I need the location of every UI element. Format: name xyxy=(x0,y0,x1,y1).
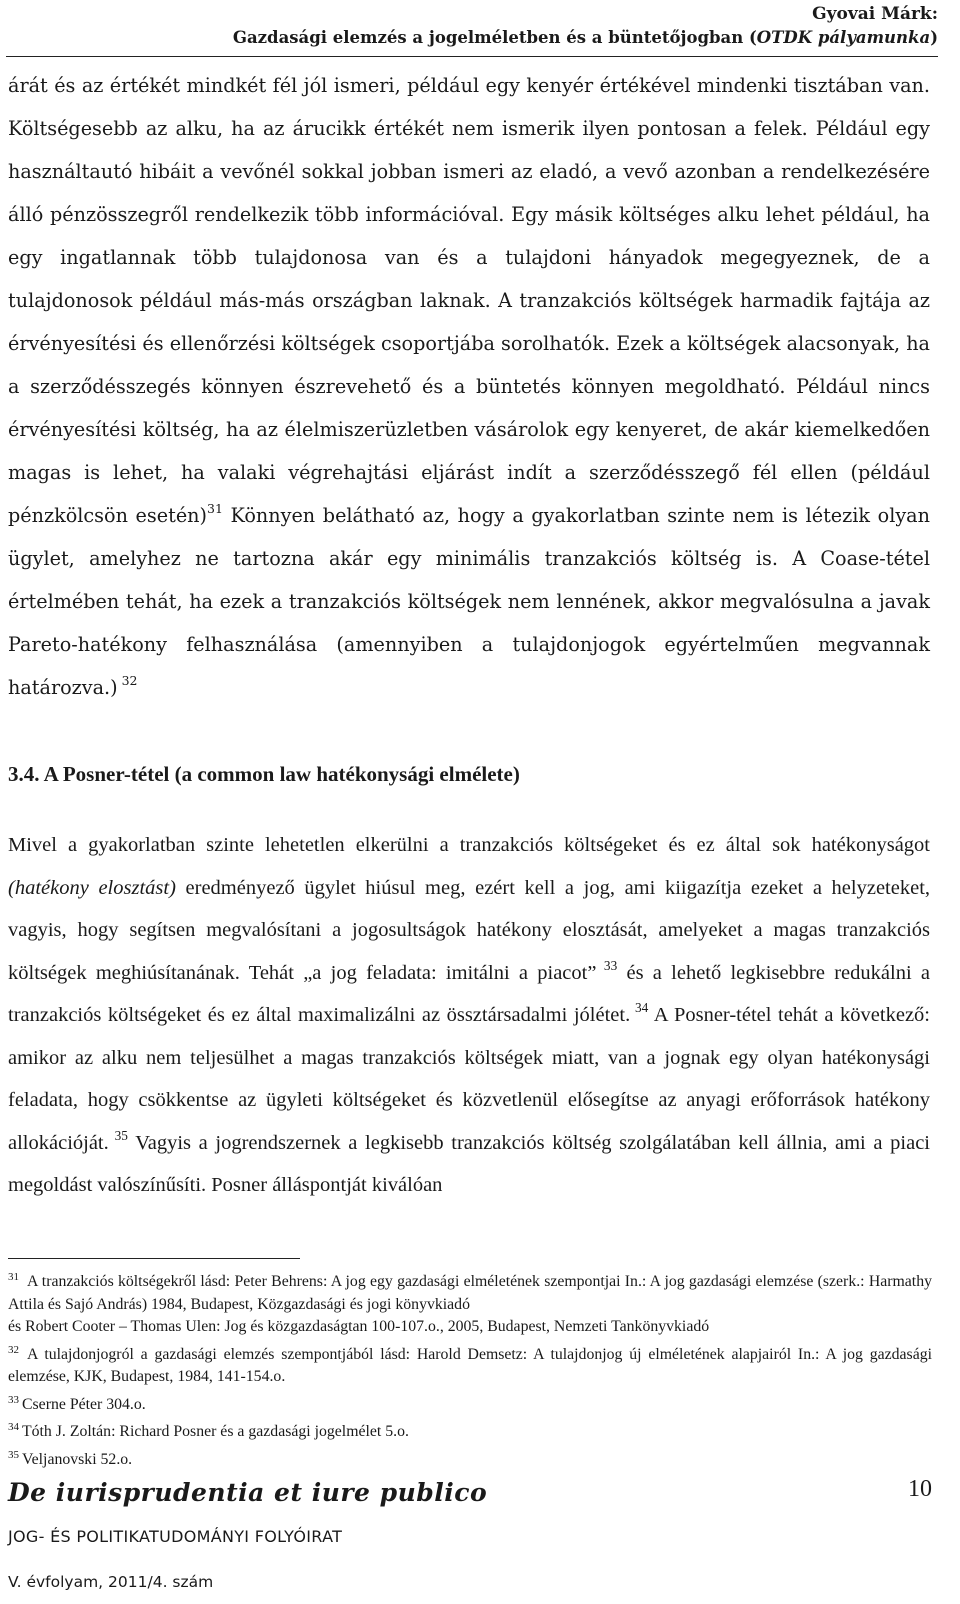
body-paragraph-1: árát és az értékét mindkét fél jól ismeri, például egy kenyér értékével mindenki tisztában van. Költségesebb az alku, ha az árucikk értékét nem ismerik ilyen pontosan a felek. Például egy használtautó hibáit a vevőnél sokkal jobban ismeri az eladó, a vevő azonban a rendelkezésére álló pénzösszegről rendelkezik több információval. Egy másik költséges alku lehet például, ha egy ingatlannak több tulajdonosa van és a tulajdoni hányadok megegyeznek, de a tulajdonosok például más-más országban laknak. A tranzakciós költségek harmadik fajtája az érvényesítési és ellenőrzési költségek csoportjába sorolhatók. Ezek a költségek alacsonyak, ha a szerződésszegés könnyen észrevehető és a büntetés könnyen megoldható. Például nincs érvényesítési költség, ha az élelmiszerüzletben vásárolok egy kenyeret, de akár kiemelkedően magas is lehet, ha valaki végrehajtási eljárást indít a szerződésszegő fél ellen (például pénzkölcsön esetén)$^{31}$ Könnyen belátható az, hogy a gyakorlatban szinte nem is létezik olyan ügylet, amelyhez ne tartozna akár egy minimális tranzakciós költség is. A Coase-tétel értelmében tehát, ha ezek a tranzakciós költségek nem lennének, akkor megvalósulna a javak Pareto-hatékony felhasználása (amennyiben a tulajdonjogok egyértelműen megvannak határozva.) $^{32}$ xyxy=(8,74,930,699)
journal-name: JOG- ÉS POLITIKATUDOMÁNYI FOLYÓIRAT xyxy=(8,1527,343,1546)
footnotes xyxy=(8,1266,932,1471)
header-thesis-title: Gazdasági elemzés a jogelméletben és a büntetőjogban (OTDK pályamunka) xyxy=(232,28,938,47)
journal-volume: V. évfolyam, 2011/4. szám xyxy=(8,1573,214,1591)
footnote-ref-35[interactable]: 35 xyxy=(108,1127,128,1143)
page-number: 10 xyxy=(908,1476,932,1502)
footnote-divider xyxy=(8,1258,300,1259)
header-author: Gyovai Márk: xyxy=(812,4,938,24)
footnote-31-continued: és Robert Cooter – Thomas Ulen: Jog és közgazdaságtan 100-107.o., 2005, Budapest, Nemzeti Tankönyvkiadó xyxy=(8,1318,710,1335)
footnote-34: $^{34}$ Tóth J. Zoltán: Richard Posner és a gazdasági jogelmélet 5.o. xyxy=(8,1421,409,1440)
page-header xyxy=(233,2,938,50)
footnote-ref-31[interactable]: 31 xyxy=(207,501,223,516)
section-heading: 3.4. A Posner-tétel (a common law hatékonysági elmélete) xyxy=(8,762,520,786)
journal-logo-title: De iurisprudentia et iure publico xyxy=(8,1478,488,1507)
footnote-ref-34[interactable]: 34 xyxy=(630,1000,649,1015)
footnote-ref-33[interactable]: 33 xyxy=(596,957,618,973)
footnote-32: $^{32}$ A tulajdonjogról a gazdasági elemzés szempontjából lásd: Harold Demsetz: A tulajdonjog új elméletének alapjairól In.: A jog gazdasági elemzése, KJK, Budapest, 1984, 141-154.o. xyxy=(8,1343,932,1385)
body-paragraph-2: Mivel a gyakorlatban szinte lehetetlen elkerülni a tranzakciós költségeket és ez által sok hatékonyságot (hatékony elosztást) eredményező ügylet hiúsul meg, ezért kell a jog, ami kiigazítja ezeket a helyzeteket, vagyis, hogy segítsen megvalósítani a jogosultságok hatékony elosztását, amelyeket a magas tranzakciós költségek meghiúsítanának. Tehát „a jog feladata: imitálni a piacot” $^{33}$ és a lehető legkisebbre redukálni a tranzakciós költségeket és ez által maximalizálni az össztársadalmi jólétet. $^{34}$ A Posner-tétel tehát a következő: amikor az alku nem teljesülhet a magas tranzakciós költségek miatt, van a jognak egy olyan hatékonysági feladata, hogy csökkentse az ügyleti költségeket és közvetlenül elősegítse az anyagi erőforrások hatékony allokációját. $^{35}$ Vagyis a jogrendszernek a legkisebb tranzakciós költség szolgálatában kell állnia, ami a piaci megoldást valószínűsíti. Posner álláspontját kiválóan xyxy=(8,834,931,1196)
footnote-ref-32[interactable]: 32 xyxy=(117,673,138,688)
footnote-35: $^{35}$ Veljanovski 52.o. xyxy=(8,1448,133,1468)
footnote-33: $^{33}$ Cserne Péter 304.o. xyxy=(8,1393,146,1413)
footnote-31: $^{31}$ A tranzakciós költségekről lásd: Peter Behrens: A jog egy gazdasági elméletének szempontjai In.: A jog gazdasági elemzése (szerk.: Harmathy Attila és Sajó András) 1984, Budapest, Közgazdasági és jogi könyvkiadó xyxy=(8,1271,932,1313)
header-divider xyxy=(6,56,938,57)
